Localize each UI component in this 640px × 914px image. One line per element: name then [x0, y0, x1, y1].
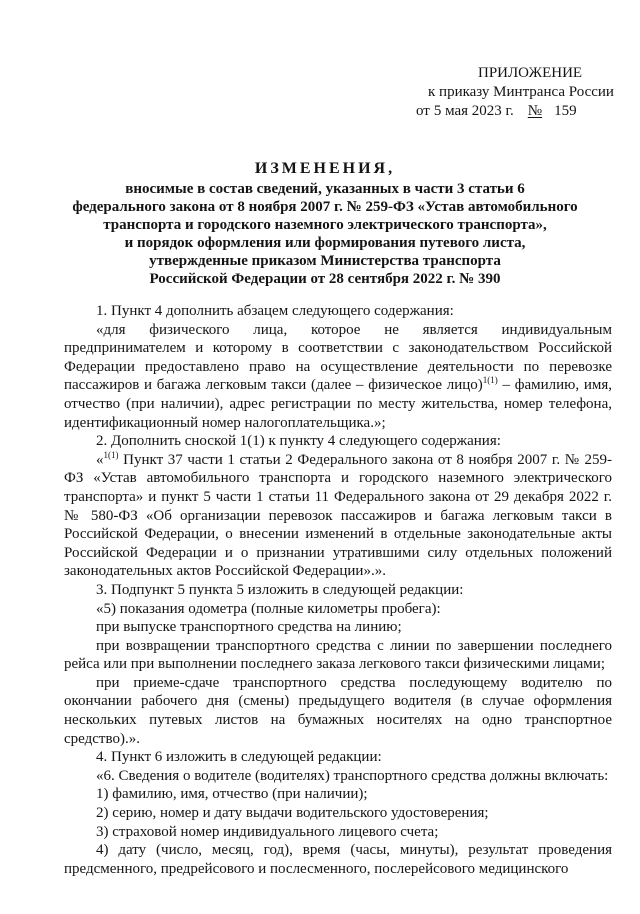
paragraph-driver-name: 1) фамилию, имя, отчество (при наличии); [96, 786, 368, 803]
title-line: вносимые в состав сведений, указанных в части 3 статьи 6 [125, 181, 525, 197]
order-number: 159 [554, 103, 577, 119]
title-line: и порядок оформления или формирования путевого листа, [124, 235, 526, 251]
number-prefix: № [527, 103, 543, 119]
title-main: ИЗМЕНЕНИЯ, [254, 160, 396, 177]
paragraph-odometer-release: при выпуске транспортного средства на линию; [96, 619, 402, 636]
document-body [64, 302, 612, 878]
order-date: 5 мая 2023 г. [433, 103, 514, 119]
paragraph-item-3: 3. Подпункт 5 пункта 5 изложить в следующей редакции: [96, 581, 464, 598]
paragraph-driver-medical: 4) дату (число, месяц, год), время (часы, минуты), результат проведения предсменного, предрейсового и послесменного, послерейсового медицинского [64, 842, 612, 877]
title-line: Российской Федерации от 28 сентября 2022 г. № 390 [149, 271, 501, 287]
paragraph-odometer-handover: при приеме-сдаче транспортного средства последующему водителю по окончании рабочего дня (смены) предыдущего водителя (в случае оформления нескольких путевых листов на бумажных носителях на одно транспортное средство).». [64, 674, 612, 747]
paragraph-odometer-return: при возвращении транспортного средства с линии по завершении последнего рейса или при выполнении последнего заказа легкового такси физическими лицами; [64, 637, 612, 673]
paragraph-item-2: 2. Дополнить сноской 1(1) к пункту 4 следующего содержания: [96, 433, 501, 450]
document-title [60, 160, 590, 288]
paragraph-item-1: 1. Пункт 4 дополнить абзацем следующего содержания: [96, 303, 454, 319]
appendix-header [416, 64, 616, 121]
paragraph-driver-insurance: 3) страховой номер индивидуального лицевого счета; [96, 823, 439, 840]
footnote-mark: 1(1) [482, 375, 498, 386]
title-line: утвержденные приказом Министерства транспорта [149, 253, 501, 269]
title-line: транспорта и городского наземного электрического транспорта», [103, 217, 547, 233]
appendix-label: ПРИЛОЖЕНИЕ [478, 65, 583, 81]
paragraph-driver-info: «6. Сведения о водителе (водителях) транспортного средства должны включать: [96, 767, 609, 784]
title-line: федерального закона от 8 ноября 2007 г. № 259-ФЗ «Устав автомобильного [72, 199, 578, 215]
paragraph-driver-license: 2) серию, номер и дату выдачи водительского удостоверения; [96, 805, 489, 822]
footnote-mark: 1(1) [103, 449, 119, 460]
order-date-line [416, 102, 616, 121]
order-reference: к приказу Минтранса России [428, 84, 614, 100]
paragraph-item-4: 4. Пункт 6 изложить в следующей редакции: [96, 749, 382, 766]
paragraph-item-1-text: «для физического лица, которое не является индивидуальным предпринимателем и которому в соответствии с законодательством Российской Федерации предоставлено право на осуществление деятельности по перевозке пассажиров и багажа легковым такси (далее – физическое лицо)$^{1(1)}$ – фамилию, имя, отчество (при наличии), адрес регистрации по месту жительства, номер телефона, идентификационный номер налогоплательщика.»; [64, 321, 612, 431]
date-prefix: от [416, 103, 430, 119]
paragraph-item-2-text: «$^{1(1)}$ Пункт 37 части 1 статьи 2 Федерального закона от 8 ноября 2007 г. № 259-ФЗ «Устав автомобильного транспорта и городского наземного электрического транспорта» и пункт 5 части 1 статьи 11 Федерального закона от 29 декабря 2022 г. № 580-ФЗ «Об организации перевозок пассажиров и багажа легковым такси в Российской Федерации, о внесении изменений в отдельные законодательные акты Российской Федерации и о признании утратившими силу отдельных положений законодательных актов Российской Федерации».». [64, 449, 612, 580]
paragraph-odometer: «5) показания одометра (полные километры пробега): [96, 600, 441, 617]
